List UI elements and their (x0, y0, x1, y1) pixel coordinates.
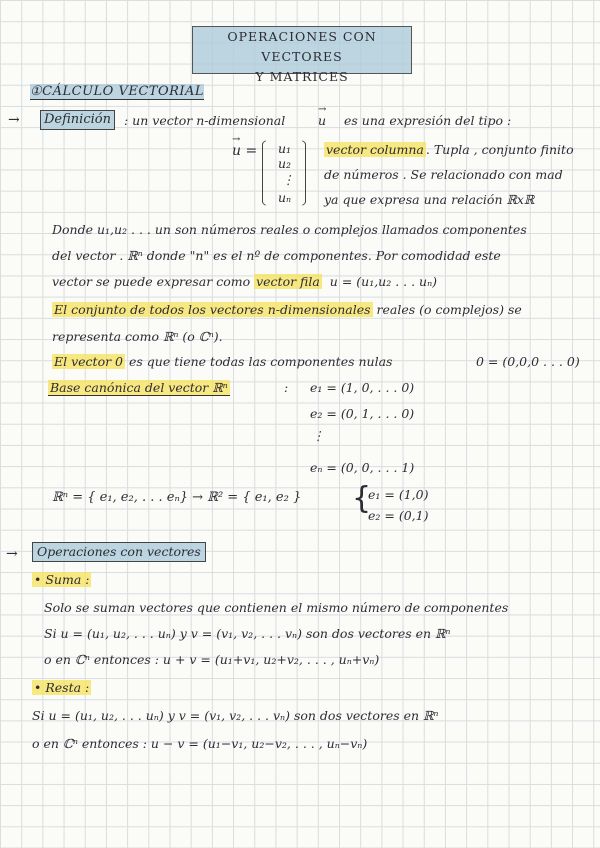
component-2: u₂ (278, 156, 292, 171)
page-title (192, 26, 412, 84)
base-colon: : (284, 380, 289, 395)
base-vector-dots: ⋮ (312, 428, 325, 443)
suma-line-2: Si u = (u₁, u₂, . . . uₙ) y v = (v₁, v₂, . . . vₙ) son dos vectores en ℝⁿ (44, 626, 451, 641)
para1-line-1: Donde u₁,u₂ . . . un son números reales o complejos llamados componentes (52, 222, 527, 237)
column-note-line-1: vector columna . Tupla , conjunto finito (326, 142, 574, 157)
column-note-line-3: ya que expresa una relación ℝxℝ (324, 192, 535, 207)
vec-u-symbol: → u (318, 113, 326, 129)
para2-line-2: representa como ℝⁿ (o ℂⁿ). (52, 329, 223, 344)
r2-e2: e₂ = (0,1) (368, 508, 429, 523)
section-heading-operaciones: Operaciones con vectores (32, 542, 206, 562)
title-line-2: Y MATRICES (255, 69, 349, 84)
resta-line-1: Si u = (u₁, u₂, . . . uₙ) y v = (v₁, v₂, . . . vₙ) son dos vectores en ℝⁿ (32, 708, 439, 723)
r2-e1: e₁ = (1,0) (368, 487, 429, 502)
rn-set-equation: ℝⁿ = { e₁, e₂, . . . eₙ} → ℝ² = { e₁, e₂ } (52, 490, 302, 505)
para2-line-1: El conjunto de todos los vectores n-dimensionales reales (o complejos) se (54, 302, 522, 317)
title-line-1: OPERACIONES CON VECTORES (227, 29, 377, 64)
component-n: uₙ (278, 190, 292, 205)
component-dots: ⋮ (282, 172, 295, 187)
base-vector-e2: e₂ = (0, 1, . . . 0) (310, 406, 415, 421)
null-vector-line: El vector 0 es que tiene todas las componentes nulas (54, 354, 393, 369)
column-vector-eq: → u = (232, 143, 257, 159)
arrow-icon: → (8, 112, 20, 128)
para1-line-3: vector se puede expresar como vector fila u = (u₁,u₂ . . . uₙ) (52, 274, 438, 289)
base-vector-en: eₙ = (0, 0, . . . 1) (310, 460, 415, 475)
column-note-line-2: de números . Se relacionado con mad (324, 167, 563, 182)
resta-line-2: o en ℂⁿ entonces : u − v = (u₁−v₁, u₂−v₂, . . . , uₙ−vₙ) (32, 736, 368, 751)
component-1: u₁ (278, 141, 292, 156)
suma-line-3: o en ℂⁿ entonces : u + v = (u₁+v₁, u₂+v₂, . . . , uₙ+vₙ) (44, 652, 380, 667)
arrow-icon: → (6, 546, 18, 562)
suma-line-1: Solo se suman vectores que contienen el mismo número de componentes (44, 600, 509, 615)
definicion-label: Definición (40, 110, 115, 130)
null-vector-eq: 0 = (0,0,0 . . . 0) (476, 354, 580, 369)
base-vector-e1: e₁ = (1, 0, . . . 0) (310, 380, 415, 395)
definicion-text-2: es una expresión del tipo : (344, 113, 512, 128)
suma-label: • Suma : (34, 572, 90, 587)
para1-line-2: del vector . ℝⁿ donde "n" es el nº de componentes. Por comodidad este (52, 248, 501, 263)
section-heading-calculo: ①CÁLCULO VECTORIAL (30, 84, 205, 99)
r2-brace: { (352, 481, 372, 516)
resta-label: • Resta : (34, 680, 90, 695)
definicion-text: : un vector n-dimensional (124, 113, 286, 128)
base-canonica-label: Base canónica del vector ℝⁿ (50, 380, 228, 395)
